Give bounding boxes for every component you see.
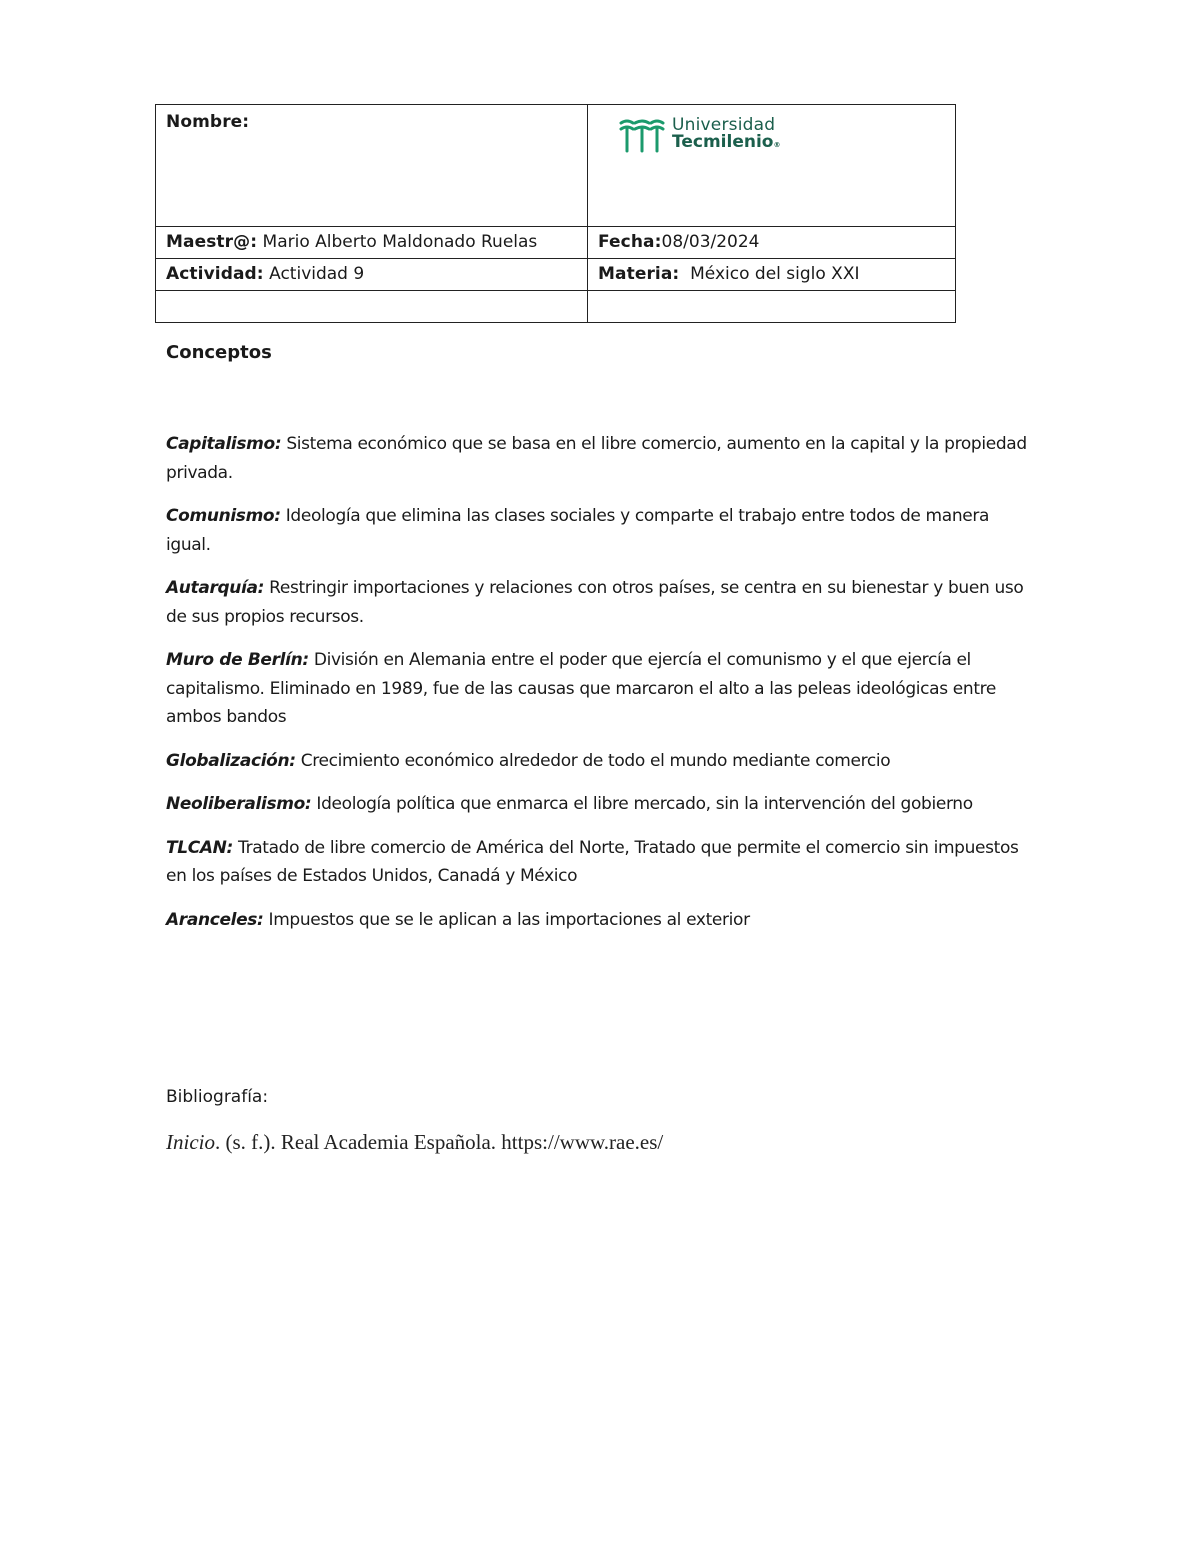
concept-definition: Ideología que elimina las clases sociales y comparte el trabajo entre todos de manera igual.	[166, 506, 990, 555]
concept-definition: Ideología política que enmarca el libre mercado, sin la intervención del gobierno	[311, 794, 973, 814]
logo-line-2: Tecmilenio	[672, 131, 774, 152]
concept-definition: División en Alemania entre el poder que ejercía el comunismo y el que ejercía el capitalismo. Eliminado en 1989, fue de las causas que marcaron el alto a las peleas ideológicas entre ambos bandos	[166, 650, 997, 727]
header-table	[155, 104, 956, 323]
concept-item	[166, 834, 1036, 891]
logo-cell	[588, 105, 956, 227]
concept-term: Comunismo:	[166, 506, 281, 526]
concept-item	[166, 502, 1036, 559]
concept-item	[166, 906, 1036, 935]
concept-item	[166, 430, 1036, 487]
concept-item	[166, 574, 1036, 631]
materia-cell	[588, 259, 956, 291]
empty-cell-right	[588, 291, 956, 323]
fecha-label: Fecha:	[598, 232, 662, 252]
university-logo: Universidad Tecmilenio®	[618, 115, 945, 155]
concept-term: Globalización:	[166, 750, 296, 771]
bibliography-entry	[166, 1130, 663, 1155]
concept-definition: Crecimiento económico alrededor de todo el mundo mediante comercio	[295, 750, 891, 771]
actividad-cell	[156, 259, 588, 291]
actividad-label: Actividad:	[166, 264, 264, 284]
section-heading: Conceptos	[166, 342, 272, 363]
nombre-cell	[156, 105, 588, 227]
bibliography-label: Bibliografía:	[166, 1087, 269, 1107]
concept-definition: Tratado de libre comercio de América del Norte, Tratado que permite el comercio sin impuestos en los países de Estados Unidos, Canadá y México	[166, 837, 1019, 886]
concept-term: TLCAN:	[166, 837, 233, 858]
concept-item	[166, 790, 1036, 819]
nombre-label: Nombre:	[166, 112, 250, 132]
concepts-list	[166, 430, 1036, 949]
tecmilenio-logo-icon	[618, 115, 666, 155]
concept-definition: Restringir importaciones y relaciones con otros países, se centra en su bienestar y buen uso de sus propios recursos.	[166, 578, 1024, 627]
materia-value: México del siglo XXI	[679, 264, 860, 284]
bibliography-title: Inicio	[166, 1130, 215, 1154]
materia-label: Materia:	[598, 264, 680, 284]
logo-line-1: Universidad	[672, 114, 776, 135]
concept-term: Capitalismo:	[166, 434, 282, 454]
concept-term: Muro de Berlín:	[166, 650, 309, 670]
concept-definition: Impuestos que se le aplican a las importaciones al exterior	[263, 909, 750, 930]
concept-item	[166, 747, 1036, 776]
empty-cell-left	[156, 291, 588, 323]
concept-term: Aranceles:	[166, 909, 264, 930]
concept-item	[166, 646, 1036, 732]
maestro-value: Mario Alberto Maldonado Ruelas	[257, 232, 538, 252]
concept-term: Neoliberalismo:	[166, 794, 312, 814]
maestro-cell	[156, 227, 588, 259]
concept-definition: Sistema económico que se basa en el libre comercio, aumento en la capital y la propiedad privada.	[166, 434, 1027, 483]
actividad-value: Actividad 9	[263, 264, 365, 284]
fecha-value: 08/03/2024	[661, 232, 760, 252]
fecha-cell	[588, 227, 956, 259]
maestro-label: Maestr@:	[166, 232, 258, 252]
concept-term: Autarquía:	[166, 578, 265, 598]
bibliography-rest: . (s. f.). Real Academia Española. https://www.rae.es/	[214, 1130, 664, 1154]
